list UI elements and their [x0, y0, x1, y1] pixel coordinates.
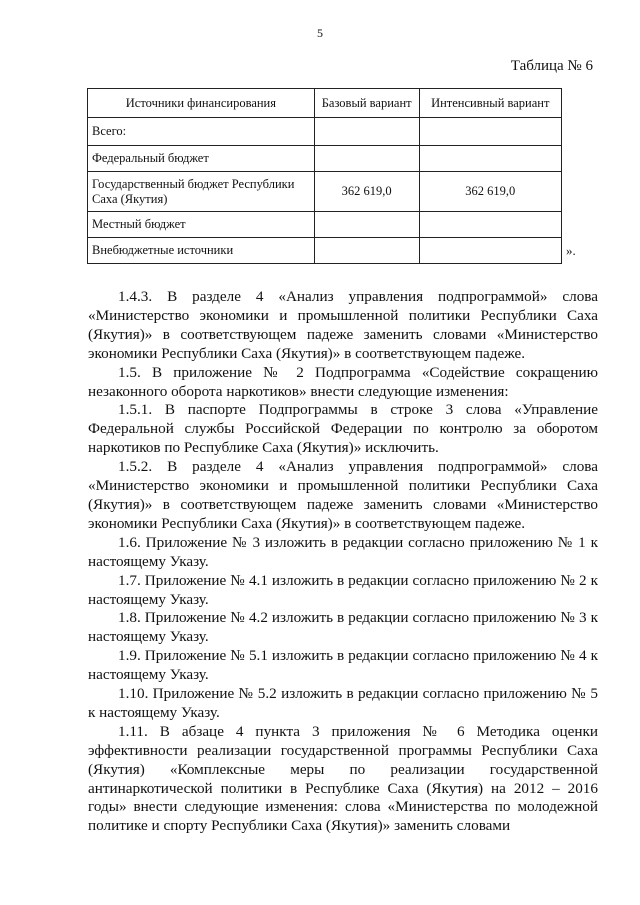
table-cell-intensive: [419, 146, 561, 172]
table-cell-source: Внебюджетные источники: [88, 238, 315, 264]
table-cell-source: Государственный бюджет Республики Саха (Якутия): [88, 172, 315, 212]
column-header-intensive: Интенсивный вариант: [419, 89, 561, 118]
paragraph-1-5-2: 1.5.2. В разделе 4 «Анализ управления подпрограммой» слова «Министерство экономики и промышленной политики Республики Саха (Якутия)» в соответствующем падеже заменить словами «Министерство экономики Республики Саха (Якутия)» в соответствующем падеже.: [88, 458, 598, 532]
paragraph-1-9: 1.9. Приложение № 5.1 изложить в редакции согласно приложению № 4 к настоящему Указу.: [88, 647, 598, 684]
table-cell-base: [314, 212, 419, 238]
paragraph-1-10: 1.10. Приложение № 5.2 изложить в редакции согласно приложению № 5 к настоящему Указу.: [88, 685, 598, 721]
table-row: [88, 172, 562, 212]
page-number: 5: [317, 26, 323, 40]
table-cell-base: [314, 118, 419, 146]
paragraph-1-8: 1.8. Приложение № 4.2 изложить в редакции согласно приложению № 3 к настоящему Указу.: [88, 609, 598, 646]
table-row: [88, 212, 562, 238]
table-cell-base: [314, 238, 419, 264]
paragraph-1-5: 1.5. В приложение № 2 Подпрограмма «Содействие сокращению незаконного оборота наркотиков» внести следующие изменения:: [88, 363, 598, 400]
column-header-base: Базовый вариант: [314, 89, 419, 118]
table-caption: Таблица № 6: [510, 58, 593, 74]
table-cell-intensive: [419, 118, 561, 146]
table-cell-source: Всего:: [88, 118, 315, 146]
table-cell-intensive: 362 619,0: [419, 172, 561, 212]
paragraph-1-11: 1.11. В абзаце 4 пункта 3 приложения № 6 Методика оценки эффективности реализации государственной программы Республики Саха (Якутия) «Комплексные меры по реализации государственной антинаркотической политики в Республике Саха (Якутия) на 2012 – 2016 годы» внести следующие изменения: слова «Министерства по молодежной политике и спорту Республики Саха (Якутия)» заменить словами: [88, 722, 598, 835]
table-row: [88, 238, 562, 264]
table-cell-source: Федеральный бюджет: [88, 146, 315, 172]
table-row: [88, 118, 562, 146]
paragraph-1-7: 1.7. Приложение № 4.1 изложить в редакции согласно приложению № 2 к настоящему Указу.: [88, 571, 598, 608]
table-cell-intensive: [419, 238, 561, 264]
paragraph-1-4-3: 1.4.3. В разделе 4 «Анализ управления подпрограммой» слова «Министерство экономики и промышленной политики Республики Саха (Якутия)» в соответствующем падеже заменить словами «Министерство экономики Республики Саха (Якутия)» в соответствующем падеже.: [88, 288, 598, 362]
table-cell-intensive: [419, 212, 561, 238]
paragraph-1-5-1: 1.5.1. В паспорте Подпрограммы в строке 3 слова «Управление Федеральной службы Российской Федерации по контролю за оборотом наркотиков по Республике Саха (Якутия)» исключить.: [88, 401, 598, 457]
table-header-row: [88, 89, 562, 118]
table-cell-source: Местный бюджет: [88, 212, 315, 238]
document-body: [88, 288, 598, 836]
table-cell-base: 362 619,0: [314, 172, 419, 212]
financing-table: [87, 88, 562, 264]
column-header-sources: Источники финансирования: [88, 89, 315, 118]
table-closing-quote: ».: [566, 243, 576, 258]
paragraph-1-6: 1.6. Приложение № 3 изложить в редакции согласно приложению № 1 к настоящему Указу.: [88, 533, 598, 570]
table-cell-base: [314, 146, 419, 172]
table-row: [88, 146, 562, 172]
